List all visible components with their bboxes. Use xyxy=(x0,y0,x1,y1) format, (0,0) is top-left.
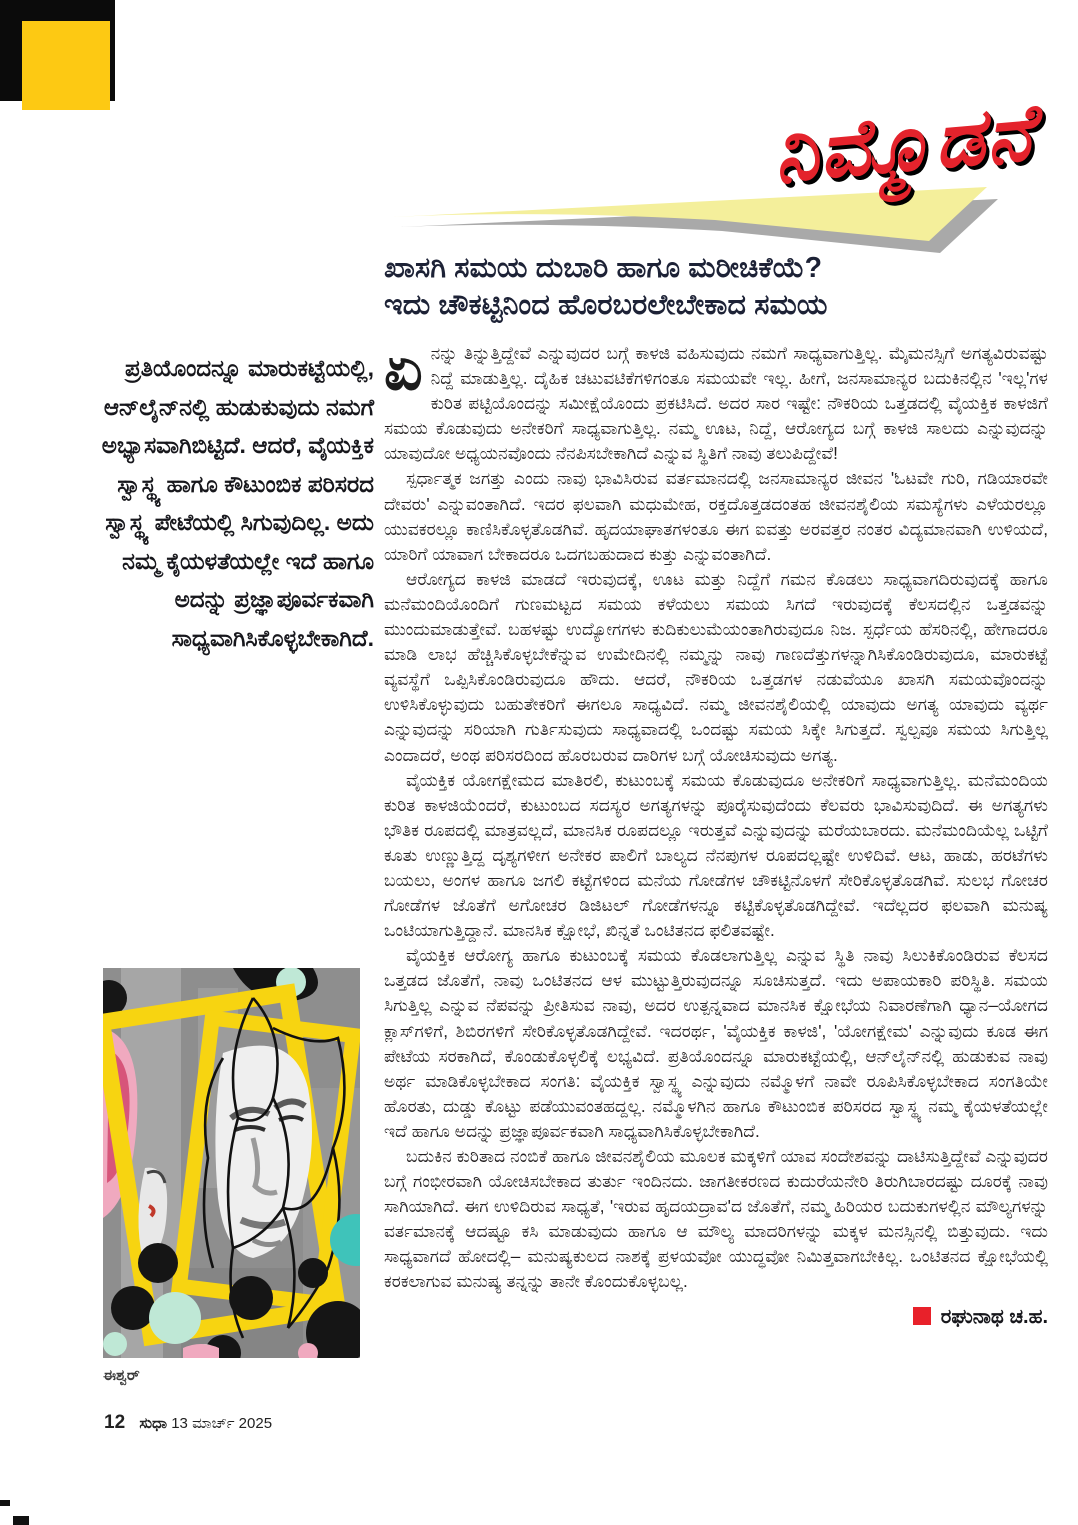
article-paragraph: ವೈಯಕ್ತಿಕ ಆರೋಗ್ಯ ಹಾಗೂ ಕುಟುಂಬಕ್ಕೆ ಸಮಯ ಕೊಡಲಾಗುತ್ತಿಲ್ಲ ಎನ್ನುವ ಸ್ಥಿತಿ ನಾವು ಸಿಲುಕಿಕೊಂಡಿರುವ ಕೆಲಸದ ಒತ್ತಡದ ಜೊತೆಗೆ, ನಾವು ಒಂಟಿತನದ ಆಳ ಮುಟ್ಟುತ್ತಿರುವುದನ್ನೂ ಸೂಚಿಸುತ್ತದೆ. ಇದು ಅಪಾಯಕಾರಿ ಪರಿಸ್ಥಿತಿ. ಸಮಯ ಸಿಗುತ್ತಿಲ್ಲ ಎನ್ನುವ ನೆಪವನ್ನು ಪ್ರೀತಿಸುವ ನಾವು, ಅದರ ಉತ್ಪನ್ನವಾದ ಮಾನಸಿಕ ಕ್ಷೋಭೆಯ ನಿವಾರಣೆಗಾಗಿ ಧ್ಯಾನ–ಯೋಗದ ಕ್ಲಾಸ್‌ಗಳಿಗೆ, ಶಿಬಿರಗಳಿಗೆ ಸೇರಿಕೊಳ್ಳತೊಡಗಿದ್ದೇವೆ. ಇದರರ್ಥ, 'ವೈಯಕ್ತಿಕ ಕಾಳಜಿ', 'ಯೋಗಕ್ಷೇಮ' ಎನ್ನುವುದು ಕೂಡ ಈಗ ಪೇಟೆಯ ಸರಕಾಗಿದೆ, ಕೊಂಡುಕೊಳ್ಳಲಿಕ್ಕೆ ಲಭ್ಯವಿದೆ. ಪ್ರತಿಯೊಂದನ್ನೂ ಮಾರುಕಟ್ಟೆಯಲ್ಲಿ, ಆನ್‌ಲೈನ್‌ನಲ್ಲಿ ಹುಡುಕುವ ನಾವು ಅರ್ಥ ಮಾಡಿಕೊಳ್ಳಬೇಕಾದ ಸಂಗತಿ: ವೈಯಕ್ತಿಕ ಸ್ವಾಸ್ಥ್ಯ ಎನ್ನುವುದು ನಮ್ಮೊಳಗೆ ನಾವೇ ರೂಪಿಸಿಕೊಳ್ಳಬೇಕಾದ ಸಂಗತಿಯೇ ಹೊರತು, ದುಡ್ಡು ಕೊಟ್ಟು ಪಡೆಯುವಂತಹದ್ದಲ್ಲ. ನಮ್ಮೊಳಗಿನ ಹಾಗೂ ಕೌಟುಂಬಿಕ ಪರಿಸರದ ಸ್ವಾಸ್ಥ್ಯ ನಮ್ಮ ಕೈಯಳತೆಯಲ್ಲೇ ಇದೆ ಹಾಗೂ ಅದನ್ನು ಪ್ರಜ್ಞಾಪೂರ್ವಕವಾಗಿ ಸಾಧ್ಯವಾಗಿಸಿಕೊಳ್ಳಬೇಕಾಗಿದೆ. xyxy=(384,945,1048,1141)
publication-name: ಸುಧಾ xyxy=(139,1415,168,1432)
article-headline xyxy=(384,250,1050,324)
page-number: 12 xyxy=(104,1412,126,1433)
issue-date: 13 ಮಾರ್ಚ್ 2025 xyxy=(171,1415,273,1432)
article-paragraph: ಆರೋಗ್ಯದ ಕಾಳಜಿ ಮಾಡದೆ ಇರುವುದಕ್ಕೆ, ಊಟ ಮತ್ತು ನಿದ್ದೆಗೆ ಗಮನ ಕೊಡಲು ಸಾಧ್ಯವಾಗದಿರುವುದಕ್ಕೆ ಹಾಗೂ ಮನೆಮಂದಿಯೊಂದಿಗೆ ಗುಣಮಟ್ಟದ ಸಮಯ ಕಳೆಯಲು ಸಮಯ ಸಿಗದೆ ಇರುವುದಕ್ಕೆ ಕೆಲಸದಲ್ಲಿನ ಒತ್ತಡವನ್ನು ಮುಂದುಮಾಡುತ್ತೇವೆ. ಬಹಳಷ್ಟು ಉದ್ಯೋಗಗಳು ಕುದಿಕುಲುಮೆಯಂತಾಗಿರುವುದೂ ನಿಜ. ಸ್ಪರ್ಧೆಯ ಹೆಸರಿನಲ್ಲಿ, ಹೇಗಾದರೂ ಮಾಡಿ ಲಾಭ ಹೆಚ್ಚಿಸಿಕೊಳ್ಳಬೇಕೆನ್ನುವ ಉಮೇದಿನಲ್ಲಿ ನಮ್ಮನ್ನು ನಾವು ಗಾಣದೆತ್ತುಗಳನ್ನಾಗಿಸಿಕೊಂಡಿರುವುದೂ, ಮಾರುಕಟ್ಟೆ ವ್ಯವಸ್ಥೆಗೆ ಒಪ್ಪಿಸಿಕೊಂಡಿರುವುದೂ ಹೌದು. ಆದರೆ, ನೌಕರಿಯ ಒತ್ತಡಗಳ ನಡುವೆಯೂ ಖಾಸಗಿ ಸಮಯವೊಂದನ್ನು ಉಳಿಸಿಕೊಳ್ಳುವುದು ಬಹುತೇಕರಿಗೆ ಈಗಲೂ ಸಾಧ್ಯವಿದೆ. ನಮ್ಮ ಜೀವನಶೈಲಿಯಲ್ಲಿ ಯಾವುದು ಅಗತ್ಯ ಯಾವುದು ವ್ಯರ್ಥ ಎನ್ನುವುದನ್ನು ಸರಿಯಾಗಿ ಗುರ್ತಿಸುವುದು ಸಾಧ್ಯವಾದಲ್ಲಿ ಒಂದಷ್ಟು ಸಮಯ ಸಿಕ್ಕೇ ಸಿಗುತ್ತದೆ. ಸ್ವಲ್ಪವೂ ಸಮಯ ಸಿಗುತ್ತಿಲ್ಲ ಎಂದಾದರೆ, ಅಂಥ ಪರಿಸರದಿಂದ ಹೊರಬರುವ ದಾರಿಗಳ ಬಗ್ಗೆ ಯೋಚಿಸುವುದು ಅಗತ್ಯ. xyxy=(384,568,1048,765)
page-footer xyxy=(104,1412,272,1434)
article-paragraph: ವೈಯಕ್ತಿಕ ಯೋಗಕ್ಷೇಮದ ಮಾತಿರಲಿ, ಕುಟುಂಬಕ್ಕೆ ಸಮಯ ಕೊಡುವುದೂ ಅನೇಕರಿಗೆ ಸಾಧ್ಯವಾಗುತ್ತಿಲ್ಲ. ಮನೆಮಂದಿಯ ಕುರಿತ ಕಾಳಜಿಯೆಂದರೆ, ಕುಟುಂಬದ ಸದಸ್ಯರ ಅಗತ್ಯಗಳನ್ನು ಪೂರೈಸುವುದೆಂದು ಕೆಲವರು ಭಾವಿಸುವುದಿದೆ. ಈ ಅಗತ್ಯಗಳು ಭೌತಿಕ ರೂಪದಲ್ಲಿ ಮಾತ್ರವಲ್ಲದೆ, ಮಾನಸಿಕ ರೂಪದಲ್ಲೂ ಇರುತ್ತವೆ ಎನ್ನುವುದನ್ನು ಮರೆಯಬಾರದು. ಮನೆಮಂದಿಯೆಲ್ಲ ಒಟ್ಟಿಗೆ ಕೂತು ಉಣ್ಣುತ್ತಿದ್ದ ದೃಶ್ಯಗಳೀಗ ಅನೇಕರ ಪಾಲಿಗೆ ಬಾಲ್ಯದ ನೆನಪುಗಳ ರೂಪದಲ್ಲಷ್ಟೇ ಉಳಿದಿವೆ. ಆಟ, ಹಾಡು, ಹರಟೆಗಳು ಬಯಲು, ಅಂಗಳ ಹಾಗೂ ಜಗಲಿ ಕಟ್ಟೆಗಳಿಂದ ಮನೆಯ ಗೋಡೆಗಳ ಚೌಕಟ್ಟಿನೊಳಗೆ ಸೇರಿಕೊಳ್ಳತೊಡಗಿವೆ. ಸುಲಭ ಗೋಚರ ಗೋಡೆಗಳ ಜೊತೆಗೆ ಅಗೋಚರ ಡಿಜಿಟಲ್ ಗೋಡೆಗಳನ್ನೂ ಕಟ್ಟಿಕೊಳ್ಳತೊಡಗಿದ್ದೇವೆ. ಇದೆಲ್ಲದರ ಫಲವಾಗಿ ಮನುಷ್ಯ ಒಂಟಿಯಾಗುತ್ತಿದ್ದಾನೆ. ಮಾನಸಿಕ ಕ್ಷೋಭೆ, ಖಿನ್ನತೆ ಒಂಟಿತನದ ಫಲಿತವಷ್ಟೇ. xyxy=(384,769,1048,941)
headline-line-2: ಇದು ಚೌಕಟ್ಟಿನಿಂದ ಹೊರಬರಲೇಬೇಕಾದ ಸಮಯ xyxy=(384,289,828,321)
article-body xyxy=(384,335,1048,1330)
article-paragraph: ಬದುಕಿನ ಕುರಿತಾದ ನಂಬಿಕೆ ಹಾಗೂ ಜೀವನಶೈಲಿಯ ಮೂಲಕ ಮಕ್ಕಳಿಗೆ ಯಾವ ಸಂದೇಶವನ್ನು ದಾಟಿಸುತ್ತಿದ್ದೇವೆ ಎನ್ನುವುದರ ಬಗ್ಗೆ ಗಂಭೀರವಾಗಿ ಯೋಚಿಸಬೇಕಾದ ತುರ್ತು ಇಂದಿನದು. ಜಾಗತೀಕರಣದ ಕುದುರೆಯನೇರಿ ತಿರುಗಿಬಾರದಷ್ಟು ದೂರಕ್ಕೆ ನಾವು ಸಾಗಿಯಾಗಿದೆ. ಈಗ ಉಳಿದಿರುವ ಸಾಧ್ಯತೆ, 'ಇರುವ ಹೃದಯದ್ರಾವ'ದ ಜೊತೆಗೆ, ನಮ್ಮ ಹಿರಿಯರ ಬದುಕುಗಳಲ್ಲಿನ ಮೌಲ್ಯಗಳನ್ನು ವರ್ತಮಾನಕ್ಕೆ ಆದಷ್ಟೂ ಕಸಿ ಮಾಡುವುದು ಹಾಗೂ ಆ ಮೌಲ್ಯ ಮಾದರಿಗಳನ್ನು ಮಕ್ಕಳ ಮನಸ್ಸಿನಲ್ಲಿ ಬಿತ್ತುವುದು. ಇದು ಸಾಧ್ಯವಾಗದೆ ಹೋದಲ್ಲಿ– ಮನುಷ್ಯಕುಲದ ನಾಶಕ್ಕೆ ಪ್ರಳಯವೋ ಯುದ್ಧವೋ ನಿಮಿತ್ತವಾಗಬೇಕಿಲ್ಲ. ಒಂಟಿತನದ ಕ್ಷೋಭೆಯಲ್ಲಿ ಕರಕಲಾಗುವ ಮನುಷ್ಯ ತನ್ನನ್ನು ತಾನೇ ಕೊಂದುಕೊಳ್ಳಬಲ್ಲ. xyxy=(384,1146,1048,1292)
drop-cap: ಏ xyxy=(384,335,423,402)
byline xyxy=(384,1305,1048,1330)
headline-line-1: ಖಾಸಗಿ ಸಮಯ ದುಬಾರಿ ಹಾಗೂ ಮರೀಚಿಕೆಯೆ? xyxy=(384,252,823,284)
byline-red-square xyxy=(913,1307,931,1325)
pull-quote: ಪ್ರತಿಯೊಂದನ್ನೂ ಮಾರುಕಟ್ಟೆಯಲ್ಲಿ, ಆನ್‌ಲೈನ್‌ನಲ್ಲಿ ಹುಡುಕುವುದು ನಮಗೆ ಅಭ್ಯಾಸವಾಗಿಬಿಟ್ಟಿದೆ. ಆದರೆ, ವೈಯಕ್ತಿಕ ಸ್ವಾಸ್ಥ್ಯ ಹಾಗೂ ಕೌಟುಂಬಿಕ ಪರಿಸರದ ಸ್ವಾಸ್ಥ್ಯ ಪೇಟೆಯಲ್ಲಿ ಸಿಗುವುದಿಲ್ಲ. ಅದು ನಮ್ಮ ಕೈಯಳತೆಯಲ್ಲೇ ಇದೆ ಹಾಗೂ ಅದನ್ನು ಪ್ರಜ್ಞಾಪೂರ್ವಕವಾಗಿ ಸಾಧ್ಯವಾಗಿಸಿಕೊಳ್ಳಬೇಕಾಗಿದೆ. xyxy=(101,355,374,651)
article-paragraph xyxy=(384,335,1048,466)
article-figure xyxy=(103,968,360,1384)
author-name: ರಘುನಾಥ ಚ.ಹ. xyxy=(940,1305,1048,1328)
paragraph-text: ನನ್ನು ತಿನ್ನುತ್ತಿದ್ದೇವೆ ಎನ್ನುವುದರ ಬಗ್ಗೆ ಕಾಳಜಿ ವಹಿಸುವುದು ನಮಗೆ ಸಾಧ್ಯವಾಗುತ್ತಿಲ್ಲ. ಮೈಮನಸ್ಸಿಗೆ ಅಗತ್ಯವಿರುವಷ್ಟು ನಿದ್ದೆ ಮಾಡುತ್ತಿಲ್ಲ. ದೈಹಿಕ ಚಟುವಟಿಕೆಗಳಿಗಂತೂ ಸಮಯವೇ ಇಲ್ಲ. ಹೀಗೆ, ಜನಸಾಮಾನ್ಯರ ಬದುಕಿನಲ್ಲಿನ 'ಇಲ್ಲ'ಗಳ ಕುರಿತ ಪಟ್ಟಿಯೊಂದನ್ನು ಸಮೀಕ್ಷೆಯೊಂದು ಪ್ರಕಟಿಸಿದೆ. ಅದರ ಸಾರ ಇಷ್ಟೇ: ನೌಕರಿಯ ಒತ್ತಡದಲ್ಲಿ ವೈಯಕ್ತಿಕ ಕಾಳಜಿಗೆ ಸಮಯ ಕೊಡುವುದು ಅನೇಕರಿಗೆ ಸಾಧ್ಯವಾಗುತ್ತಿಲ್ಲ. ನಮ್ಮ ಊಟ, ನಿದ್ದೆ, ಆರೋಗ್ಯದ ಬಗ್ಗೆ ಕಾಳಜಿ ಸಾಲದು ಎನ್ನುವುದನ್ನು ಯಾವುದೋ ಅಧ್ಯಯನವೊಂದು ನೆನಪಿಸಬೇಕಾಗಿದೆ ಎನ್ನುವ ಸ್ಥಿತಿಗೆ ನಾವು ತಲುಪಿದ್ದೇವೆ! xyxy=(384,343,1048,464)
corner-yellow-block xyxy=(22,21,110,110)
print-bleed-mark xyxy=(13,1516,29,1525)
artwork-illustration xyxy=(103,968,360,1358)
article-paragraph: ಸ್ಪರ್ಧಾತ್ಮಕ ಜಗತ್ತು ಎಂದು ನಾವು ಭಾವಿಸಿರುವ ವರ್ತಮಾನದಲ್ಲಿ ಜನಸಾಮಾನ್ಯರ ಜೀವನ 'ಓಟವೇ ಗುರಿ, ಗಡಿಯಾರವೇ ದೇವರು' ಎನ್ನುವಂತಾಗಿದೆ. ಇದರ ಫಲವಾಗಿ ಮಧುಮೇಹ, ರಕ್ತದೊತ್ತಡದಂತಹ ಜೀವನಶೈಲಿಯ ಸಮಸ್ಯೆಗಳು ಎಳೆಯರಲ್ಲೂ ಯುವಕರಲ್ಲೂ ಕಾಣಿಸಿಕೊಳ್ಳತೊಡಗಿವೆ. ಹೃದಯಾಘಾತಗಳಂತೂ ಈಗ ಐವತ್ತು ಅರವತ್ತರ ನಂತರ ವಿದ್ಯಮಾನವಾಗಿ ಉಳಿಯದೆ, ಯಾರಿಗೆ ಯಾವಾಗ ಬೇಕಾದರೂ ಒದಗಬಹುದಾದ ಕುತ್ತು ಎನ್ನುವಂತಾಗಿದೆ. xyxy=(384,468,1048,564)
print-bleed-mark xyxy=(0,1500,10,1506)
section-logo-nimmodane: ನಿಮ್ಮೊಡನೆ xyxy=(770,89,1038,199)
figure-caption: ಈಶ್ವರ್ xyxy=(103,1367,140,1384)
